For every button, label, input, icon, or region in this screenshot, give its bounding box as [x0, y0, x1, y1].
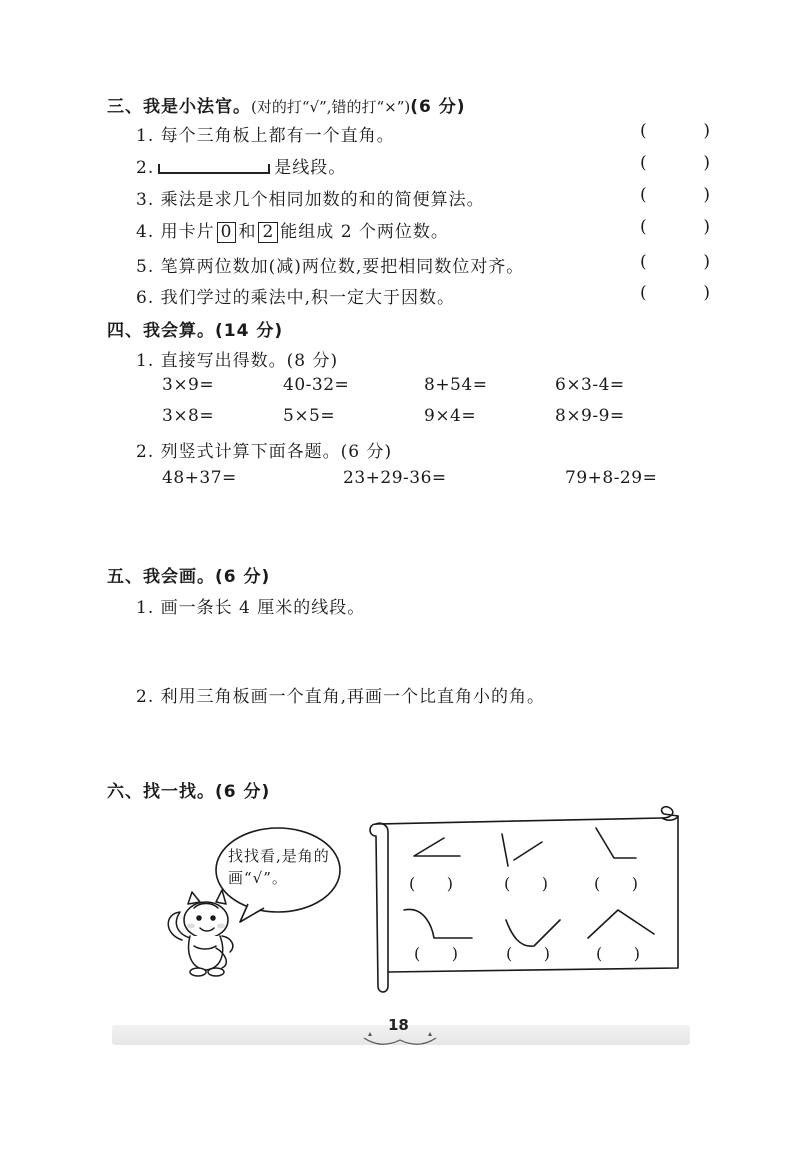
s3-item-2	[136, 153, 346, 178]
item-text: 笔算两位数加(减)两位数,要把相同数位对齐。	[160, 257, 525, 277]
angle-answer-blank[interactable]: ( )	[596, 944, 640, 963]
calc-item: 6×3-4=	[555, 375, 625, 395]
s3-item-5	[136, 252, 524, 277]
s3-item-3	[136, 185, 485, 210]
calc-item: 8×9-9=	[555, 406, 625, 426]
calc-item: 48+37=	[162, 468, 237, 488]
calc-item: 79+8-29=	[565, 468, 658, 488]
section-3-title	[107, 92, 466, 117]
item-number: 4.	[136, 222, 155, 242]
calc-item: 5×5=	[283, 406, 336, 426]
s3-item-4	[136, 217, 449, 243]
item-text: 和	[238, 222, 257, 242]
speech-bubble-text: 找找看,是角的画“√”。	[228, 847, 330, 887]
answer-blank[interactable]: ( )	[640, 283, 710, 303]
item-number: 2.	[136, 158, 155, 178]
line-segment-figure	[158, 164, 270, 174]
item-number: 3.	[136, 190, 155, 210]
answer-blank[interactable]: ( )	[640, 121, 710, 141]
section-4-title: 四、我会算。(14 分)	[107, 321, 284, 341]
calc-item: 40-32=	[283, 375, 350, 395]
calc-item: 23+29-36=	[343, 468, 447, 488]
item-number: 6.	[136, 288, 155, 308]
calc-item: 9×4=	[424, 406, 477, 426]
page-number: 18	[388, 1016, 409, 1034]
s4-question-2: 2. 列竖式计算下面各题。(6 分)	[136, 442, 393, 462]
s5-question-2: 2. 利用三角板画一个直角,再画一个比直角小的角。	[136, 687, 546, 707]
s3-item-6	[136, 283, 455, 308]
item-text: 用卡片	[160, 222, 215, 242]
angle-answer-blank[interactable]: ( )	[594, 874, 638, 893]
angle-answer-blank[interactable]: ( )	[409, 874, 453, 893]
item-text: 能组成 2 个两位数。	[280, 222, 449, 242]
angle-scroll-figure	[362, 802, 692, 998]
section-3-heading: 三、我是小法官。	[107, 97, 251, 117]
number-card: 0	[217, 222, 237, 243]
item-number: 5.	[136, 257, 155, 277]
section-5-title: 五、我会画。(6 分)	[107, 567, 271, 587]
section-3-score: (6 分)	[410, 97, 466, 117]
s3-item-1	[136, 121, 395, 146]
item-text: 每个三角板上都有一个直角。	[160, 126, 395, 146]
calc-item: 3×9=	[162, 375, 215, 395]
item-text: 我们学过的乘法中,积一定大于因数。	[160, 288, 456, 308]
s4-question-1: 1. 直接写出得数。(8 分)	[136, 351, 339, 371]
section-3-note: (对的打“√”,错的打“×”)	[251, 98, 411, 116]
answer-blank[interactable]: ( )	[640, 217, 710, 237]
section-6-title: 六、找一找。(6 分)	[107, 782, 271, 802]
item-number: 1.	[136, 126, 155, 146]
squirrel-icon	[168, 890, 233, 976]
answer-blank[interactable]: ( )	[640, 185, 710, 205]
calc-item: 3×8=	[162, 406, 215, 426]
answer-blank[interactable]: ( )	[640, 153, 710, 173]
number-card: 2	[258, 222, 278, 243]
answer-blank[interactable]: ( )	[640, 252, 710, 272]
angle-answer-blank[interactable]: ( )	[506, 944, 550, 963]
item-text: 乘法是求几个相同加数的和的简便算法。	[160, 190, 485, 210]
calc-item: 8+54=	[424, 375, 488, 395]
angle-answer-blank[interactable]: ( )	[414, 944, 458, 963]
item-text: 是线段。	[274, 158, 347, 178]
s5-question-1: 1. 画一条长 4 厘米的线段。	[136, 598, 366, 618]
angle-answer-blank[interactable]: ( )	[504, 874, 548, 893]
